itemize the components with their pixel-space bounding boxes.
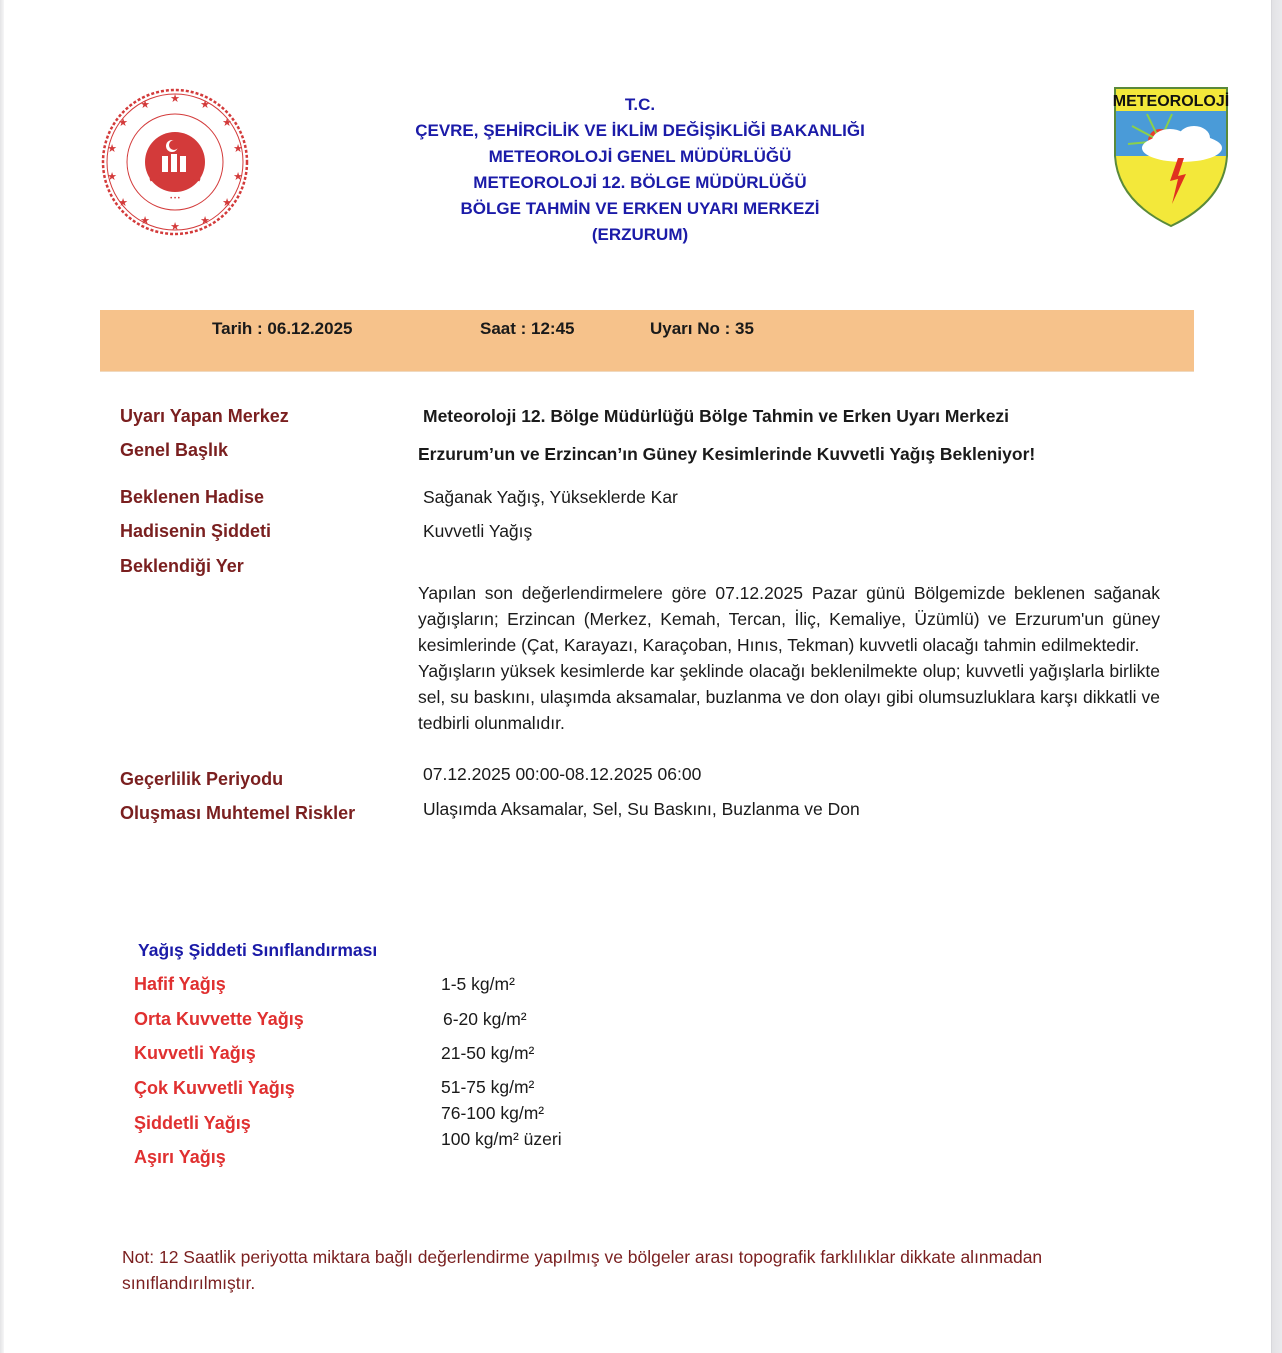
field-label: Hadisenin Şiddeti [120, 521, 272, 541]
warning-date: Tarih : 06.12.2025 [212, 319, 353, 338]
info-band [100, 310, 1194, 372]
header-line: ÇEVRE, ŞEHİRCİLİK VE İKLİM DEĞİŞİKLİĞİ BAKANLIĞI [415, 121, 865, 140]
description-paragraph: Yapılan son değerlendirmelere göre 07.12.2025 Pazar günü Bölgemizde beklenen sağanak yağışların; Erzincan (Merkez, Kemah, Tercan, İliç, Kemaliye, Üzümlü) ve Erzurum'un güney kesimlerinde (Çat, Karayazı, Karaçoban, Hınıs, Tekman) kuvvetli olacağı tahmin edilmektedir. [418, 583, 1160, 655]
ministry-seal-icon [100, 88, 250, 236]
field-label: Geçerlilik Periyodu [120, 769, 284, 789]
svg-text:★: ★ [200, 99, 210, 111]
classification-label: Kuvvetli Yağış [134, 1043, 256, 1063]
classification-value: 76-100 kg/m² [441, 1103, 545, 1123]
classification-title: Yağış Şiddeti Sınıflandırması [138, 940, 378, 960]
svg-text:• • •: • • • [170, 196, 180, 202]
svg-text:★: ★ [140, 215, 150, 227]
field-label: Beklendiği Yer [120, 556, 244, 576]
field-value: Meteoroloji 12. Bölge Müdürlüğü Bölge Tahmin ve Erken Uyarı Merkezi [423, 406, 1010, 426]
svg-text:★: ★ [233, 143, 243, 155]
svg-text:★: ★ [233, 171, 243, 183]
field-label: Uyarı Yapan Merkez [120, 406, 289, 426]
field-label: Genel Başlık [120, 440, 229, 460]
field-value: Sağanak Yağış, Yükseklerde Kar [423, 487, 678, 507]
svg-text:★: ★ [140, 99, 150, 111]
field-label: Beklenen Hadise [120, 487, 265, 507]
classification-label: Şiddetli Yağış [134, 1113, 251, 1133]
classification-label: Hafif Yağış [134, 974, 226, 994]
field-value: Kuvvetli Yağış [423, 521, 533, 541]
location-description [418, 580, 1160, 736]
warning-number: Uyarı No : 35 [650, 319, 754, 338]
classification-label: Orta Kuvvette Yağış [134, 1009, 304, 1029]
classification-label: Aşırı Yağış [134, 1147, 226, 1167]
field-value: Ulaşımda Aksamalar, Sel, Su Baskını, Buzlanma ve Don [423, 799, 860, 819]
header-line: METEOROLOJİ GENEL MÜDÜRLÜĞÜ [488, 147, 792, 166]
classification-value: 51-75 kg/m² [441, 1077, 535, 1097]
svg-text:★: ★ [107, 143, 117, 155]
classification-value: 100 kg/m² üzeri [441, 1129, 562, 1149]
svg-text:★: ★ [170, 221, 180, 233]
classification-note: Not: 12 Saatlik periyotta miktara bağlı değerlendirme yapılmış ve bölgeler arası topografik farklılıklar dikkate alınmadan sınıflandırılmıştır. [122, 1247, 1043, 1293]
field-value: Erzurum’un ve Erzincan’ın Güney Kesimlerinde Kuvvetli Yağış Bekleniyor! [418, 444, 1036, 464]
svg-text:METEOROLOJİ: METEOROLOJİ [1112, 93, 1230, 110]
classification-label: Çok Kuvvetli Yağış [134, 1078, 295, 1098]
header-line: METEOROLOJİ 12. BÖLGE MÜDÜRLÜĞÜ [473, 173, 807, 192]
svg-text:★: ★ [170, 93, 180, 105]
classification-value: 1-5 kg/m² [441, 974, 515, 994]
header-line: BÖLGE TAHMİN VE ERKEN UYARI MERKEZİ [460, 199, 820, 218]
field-value: 07.12.2025 00:00-08.12.2025 06:00 [423, 764, 702, 784]
scrollbar[interactable] [1271, 0, 1282, 1353]
description-paragraph: Yağışların yüksek kesimlerde kar şeklinde olacağı beklenilmekte olup; kuvvetli yağışlarla birlikte sel, su baskını, ulaşımda aksamalar, buzlanma ve don olayı gibi olumsuzluklara karşı dikkatli ve tedbirli olunmalıdır. [418, 661, 1160, 733]
svg-text:★: ★ [107, 171, 117, 183]
svg-text:★: ★ [118, 117, 128, 129]
classification-value: 21-50 kg/m² [441, 1043, 535, 1063]
classification-value: 6-20 kg/m² [443, 1009, 527, 1029]
meteoroloji-shield-icon [1112, 86, 1230, 228]
issuer-header [380, 92, 900, 248]
warning-time: Saat : 12:45 [480, 319, 575, 338]
header-line: T.C. [624, 95, 656, 114]
svg-text:★: ★ [222, 197, 232, 209]
page-edge [0, 0, 4, 1353]
field-label: Oluşması Muhtemel Riskler [120, 803, 356, 823]
svg-text:★: ★ [222, 117, 232, 129]
svg-text:★: ★ [118, 197, 128, 209]
header-line: (ERZURUM) [591, 225, 689, 244]
svg-text:★: ★ [200, 215, 210, 227]
